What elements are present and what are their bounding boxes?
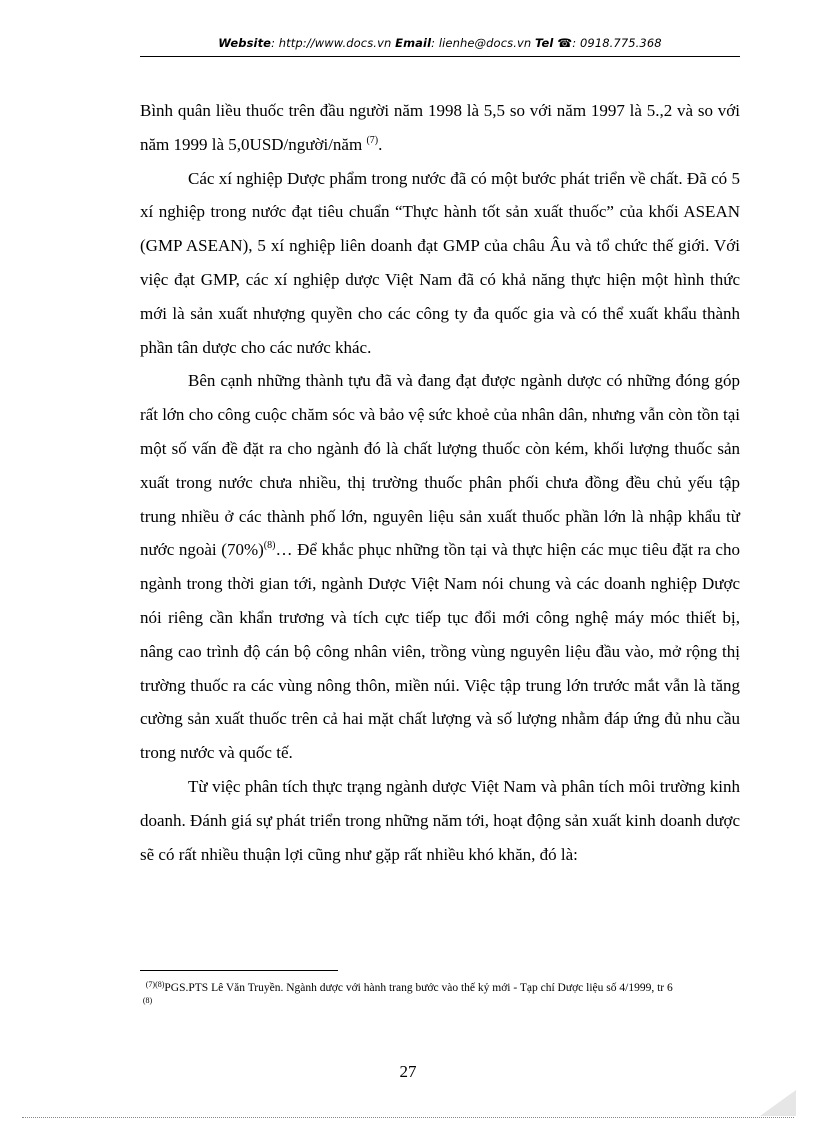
paragraph-4: Từ việc phân tích thực trạng ngành dược Việt Nam và phân tích môi trường kinh doanh. Đánh giá sự phát triển trong những năm tới, hoạt động sản xuất kinh doanh dược sẽ có rất nhiều thuận lợi cũng như gặp rất nhiều khó khăn, đó là: — [140, 776, 740, 864]
website-label: Website — [218, 36, 272, 50]
paragraph-3: Bên cạnh những thành tựu đã và đang đạt được ngành dược có những đóng góp rất lớn cho công cuộc chăm sóc và bảo vệ sức khoẻ của nhân dân, nhưng vẫn còn tồn tại một số vấn đề đặt ra cho ngành đó là chất lượng thuốc còn kém, khối lượng thuốc sản xuất trong nước chưa nhiều, thị trường thuốc phân phối chưa đồng đều chủ yếu tập trung nhiều ở các thành phố lớn, nguyên liệu sản xuất thuốc phần lớn là nhập khẩu từ nước ngoài $(70\%)^{(8)}\dots$ Để khắc phục những tồn tại và thực hiện các mục tiêu đặt ra cho ngành trong thời gian tới, ngành Dược Việt Nam nói chung và các doanh nghiệp Dược nói riêng cần khẩn trương và tích cực tiếp tục đổi mới công nghệ máy móc thiết bị, nâng cao trình độ cán bộ công nhân viên, trồng vùng nguyên liệu đầu vào, mở rộng thị trường thuốc ra các vùng nông thôn, miền núi. Việc tập trung lớn trước mắt vẫn là tăng cường sản xuất thuốc trên cả hai mặt chất lượng và số lượng nhằm đáp ứng đủ nhu cầu trong nước và quốc tế. — [140, 371, 740, 763]
header-rule — [140, 56, 740, 57]
page-number: 27 — [399, 1062, 417, 1081]
email-label: Email — [395, 36, 432, 50]
footnote-ref-8: (8) — [263, 540, 276, 552]
tel-value: : 0918.775.368 — [572, 36, 662, 50]
paragraph-1: Bình quân liều thuốc trên đầu người năm 1998 là 5,5 so với năm 1997 là 5.,2 và so với năm 1999 là 5,0USD/người/năm $^{(7)}$. — [140, 101, 740, 154]
page-corner-shadow — [760, 1090, 796, 1116]
footnote-rule — [140, 970, 338, 971]
page-header — [140, 36, 740, 50]
tel-label: Tel — [535, 36, 554, 50]
footnote-1: $^{(7)(8)}$PGS.PTS Lê Văn Truyền. Ngành dược với hành trang bước vào thế kỷ mới - Tạp chí Dược liệu số 4/1999, tr 6 — [145, 980, 673, 994]
footnote-ref-7: (7) — [366, 134, 379, 146]
footnote-2: (8) — [142, 995, 153, 1005]
body-text — [140, 94, 740, 871]
email-value: : lienhe@docs.vn — [431, 36, 532, 50]
page-bottom-edge — [22, 1117, 794, 1118]
phone-icon: ☎ — [557, 36, 573, 50]
website-value: : http://www.docs.vn — [271, 36, 392, 50]
paragraph-2: Các xí nghiệp Dược phẩm trong nước đã có một bước phát triển về chất. Đã có 5 xí nghiệp trong nước đạt tiêu chuẩn “Thực hành tốt sản xuất thuốc” của khối ASEAN (GMP ASEAN), 5 xí nghiệp liên doanh đạt GMP của châu Âu và tổ chức thế giới. Với việc đạt GMP, các xí nghiệp dược Việt Nam đã có khả năng thực hiện một hình thức mới là sản xuất nhượng quyền cho các công ty đa quốc gia và có thể xuất khẩu thành phần tân dược cho các nước khác. — [140, 168, 740, 357]
footnotes — [140, 981, 740, 1012]
